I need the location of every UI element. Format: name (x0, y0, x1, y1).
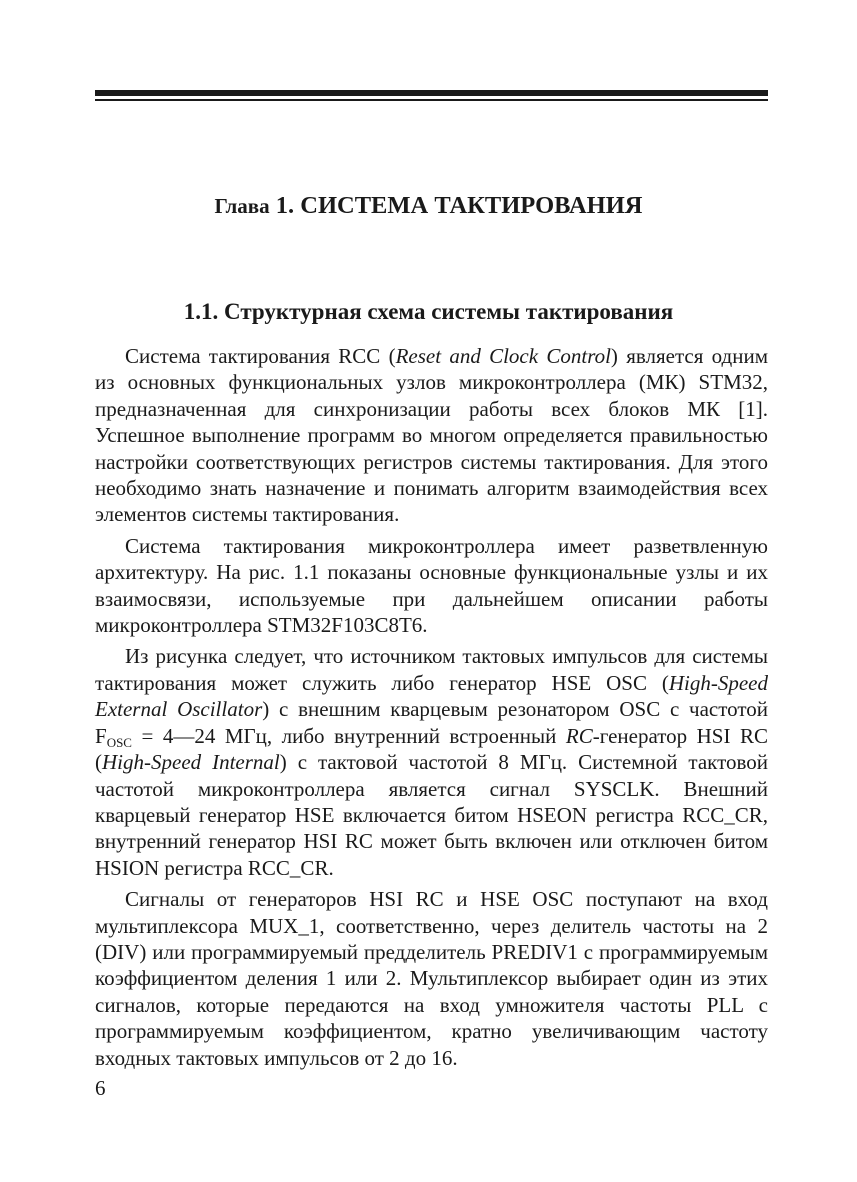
body-text (95, 343, 768, 1071)
text-run: -генератор HSI RC ( (95, 723, 768, 775)
section-heading: 1.1. Структурная схема системы тактирования (183, 299, 674, 324)
italic-term: High-Speed External Oscillator (95, 670, 768, 722)
header-rule-thick (95, 90, 768, 96)
italic-term: Reset and Clock Control (395, 344, 611, 368)
paragraph-3 (95, 643, 768, 881)
page-number: 6 (95, 1076, 106, 1100)
text-run: Система тактирования RCC ( (125, 344, 396, 368)
text-run: ) является одним из основных функциональных узлов микроконтроллера (МК) STM32, предназначенная для синхронизации работы всех блоков МК [1]. Успешное выполнение программ во многом определяется правильностью настройки соответствующих регистров системы тактирования. Для этого необходимо знать назначение и понимать алгоритм взаимодействия всех элементов системы тактирования. (95, 344, 768, 527)
paragraph-2 (95, 533, 768, 639)
paragraph-4 (95, 886, 768, 1071)
header-rule-thin (95, 99, 768, 101)
subscript: OSC (106, 734, 132, 750)
italic-term: RC (565, 723, 593, 748)
chapter-title: 1. СИСТЕМА ТАКТИРОВАНИЯ (275, 192, 643, 219)
chapter-prefix: Глава (214, 194, 270, 218)
text-run: Система тактирования микроконтроллера имеет разветвленную архитектуру. На рис. 1.1 показаны основные функциональные узлы и их взаимосвязи, используемые при дальнейшем описании работы микроконтроллера STM32F103C8T6. (95, 533, 768, 638)
text-run: ) с тактовой частотой 8 МГц. Системной тактовой частотой микроконтроллера является сигнал SYSCLK. Внешний кварцевый генератор HSE включается битом HSEON регистра RCC_CR, внутренний генератор HSI RC может быть включен или отключен битом HSION регистра RCC_CR. (95, 750, 768, 880)
chapter-heading (0, 190, 857, 222)
text-run: = 4—24 МГц, либо внутренний встроенный (131, 723, 566, 748)
paragraph-1 (95, 343, 768, 528)
text-run: Из рисунка следует, что источником тактовых импульсов для системы тактирования может служить либо генератор HSE OSC ( (95, 644, 768, 695)
text-run: ) с внешним кварцевым резонатором OSC с частотой F (95, 697, 769, 748)
italic-term: High-Speed Internal (102, 750, 280, 775)
text-run: Сигналы от генераторов HSI RC и HSE OSC поступают на вход мультиплексора MUX_1, соответственно, через делитель частоты на 2 (DIV) или программируемый предделитель PREDIV1 с программируемым коэффициентом деления 1 или 2. Мультиплексор выбирает один из этих сигналов, которые передаются на вход умножителя частоты PLL с программируемым коэффициентом, кратно увеличивающим частоту входных тактовых импульсов от 2 до 16. (95, 887, 768, 1070)
